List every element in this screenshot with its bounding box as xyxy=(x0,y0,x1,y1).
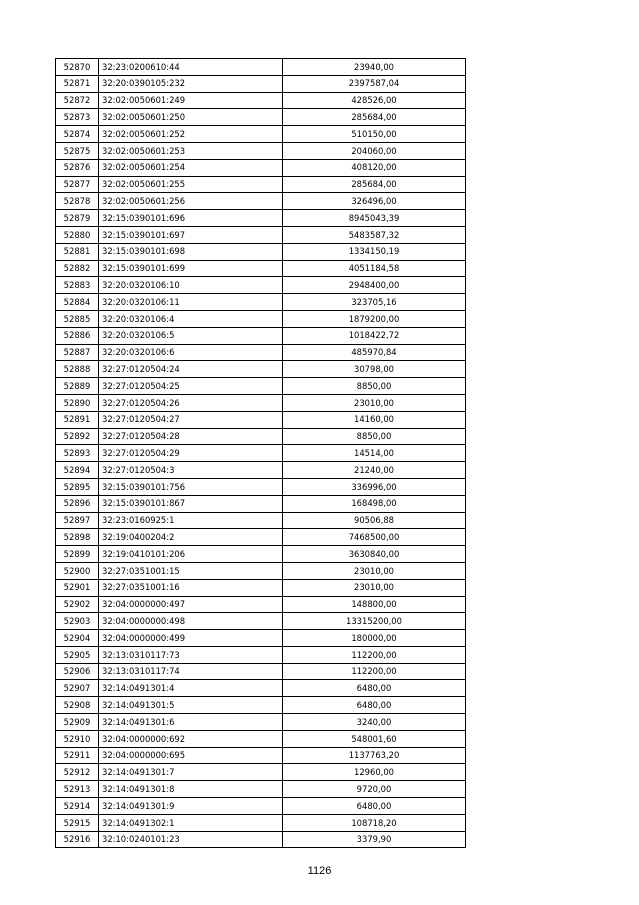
row-number-cell: 52878 xyxy=(56,193,99,210)
cadastral-value-cell: 3379,90 xyxy=(283,831,466,848)
cadastral-value-cell: 112200,00 xyxy=(283,663,466,680)
row-number-cell: 52909 xyxy=(56,714,99,731)
table-row xyxy=(56,831,466,848)
cadastral-number-cell: 32:15:0390101:699 xyxy=(99,260,283,277)
row-number-cell: 52901 xyxy=(56,579,99,596)
cadastral-number-cell: 32:04:0000000:499 xyxy=(99,630,283,647)
row-number-cell: 52873 xyxy=(56,109,99,126)
cadastral-number-cell: 32:14:0491301:4 xyxy=(99,680,283,697)
row-number-cell: 52894 xyxy=(56,462,99,479)
cadastral-number-cell: 32:15:0390101:867 xyxy=(99,495,283,512)
row-number-cell: 52881 xyxy=(56,243,99,260)
cadastral-value-cell: 2948400,00 xyxy=(283,277,466,294)
row-number-cell: 52879 xyxy=(56,210,99,227)
cadastral-value-cell: 548001,60 xyxy=(283,730,466,747)
cadastral-number-cell: 32:14:0491301:6 xyxy=(99,714,283,731)
cadastral-value-cell: 23010,00 xyxy=(283,394,466,411)
row-number-cell: 52897 xyxy=(56,512,99,529)
cadastral-number-cell: 32:20:0320106:10 xyxy=(99,277,283,294)
row-number-cell: 52875 xyxy=(56,142,99,159)
table-row xyxy=(56,243,466,260)
row-number-cell: 52874 xyxy=(56,126,99,143)
cadastral-value-cell: 8945043,39 xyxy=(283,210,466,227)
cadastral-value-cell: 8850,00 xyxy=(283,428,466,445)
table-row xyxy=(56,730,466,747)
cadastral-value-cell: 23940,00 xyxy=(283,59,466,76)
row-number-cell: 52907 xyxy=(56,680,99,697)
table-row xyxy=(56,327,466,344)
cadastral-value-cell: 1879200,00 xyxy=(283,310,466,327)
row-number-cell: 52908 xyxy=(56,697,99,714)
cadastral-value-cell: 7468500,00 xyxy=(283,529,466,546)
cadastral-number-cell: 32:20:0320106:4 xyxy=(99,310,283,327)
table-row xyxy=(56,663,466,680)
row-number-cell: 52890 xyxy=(56,394,99,411)
table-row xyxy=(56,798,466,815)
table-row xyxy=(56,92,466,109)
table-row xyxy=(56,361,466,378)
cadastral-number-cell: 32:23:0200610:44 xyxy=(99,59,283,76)
row-number-cell: 52891 xyxy=(56,411,99,428)
row-number-cell: 52892 xyxy=(56,428,99,445)
cadastral-value-cell: 326496,00 xyxy=(283,193,466,210)
cadastral-number-cell: 32:04:0000000:498 xyxy=(99,613,283,630)
table-row xyxy=(56,378,466,395)
table-row xyxy=(56,546,466,563)
cadastral-number-cell: 32:20:0320106:5 xyxy=(99,327,283,344)
row-number-cell: 52903 xyxy=(56,613,99,630)
table-row xyxy=(56,310,466,327)
cadastral-value-cell: 90506,88 xyxy=(283,512,466,529)
cadastral-number-cell: 32:27:0351001:16 xyxy=(99,579,283,596)
cadastral-number-cell: 32:27:0120504:25 xyxy=(99,378,283,395)
row-number-cell: 52910 xyxy=(56,730,99,747)
cadastral-value-cell: 3630840,00 xyxy=(283,546,466,563)
table-row xyxy=(56,260,466,277)
row-number-cell: 52914 xyxy=(56,798,99,815)
table-row xyxy=(56,462,466,479)
row-number-cell: 52887 xyxy=(56,344,99,361)
cadastral-value-cell: 2397587,04 xyxy=(283,75,466,92)
cadastral-value-cell: 108718,20 xyxy=(283,814,466,831)
row-number-cell: 52871 xyxy=(56,75,99,92)
table-row xyxy=(56,445,466,462)
cadastral-number-cell: 32:14:0491301:8 xyxy=(99,781,283,798)
cadastral-number-cell: 32:14:0491301:5 xyxy=(99,697,283,714)
table-row xyxy=(56,159,466,176)
cadastral-number-cell: 32:04:0000000:695 xyxy=(99,747,283,764)
cadastral-number-cell: 32:19:0400204:2 xyxy=(99,529,283,546)
table-row xyxy=(56,226,466,243)
table-row xyxy=(56,210,466,227)
cadastral-value-cell: 14514,00 xyxy=(283,445,466,462)
cadastral-value-cell: 285684,00 xyxy=(283,109,466,126)
table-row xyxy=(56,411,466,428)
cadastral-number-cell: 32:02:0050601:256 xyxy=(99,193,283,210)
cadastral-number-cell: 32:19:0410101:206 xyxy=(99,546,283,563)
page-number: 1126 xyxy=(307,865,332,877)
row-number-cell: 52870 xyxy=(56,59,99,76)
cadastral-number-cell: 32:02:0050601:254 xyxy=(99,159,283,176)
row-number-cell: 52882 xyxy=(56,260,99,277)
row-number-cell: 52884 xyxy=(56,294,99,311)
cadastral-number-cell: 32:04:0000000:692 xyxy=(99,730,283,747)
cadastral-value-cell: 9720,00 xyxy=(283,781,466,798)
table-row xyxy=(56,277,466,294)
table-row xyxy=(56,193,466,210)
cadastral-value-cell: 21240,00 xyxy=(283,462,466,479)
cadastral-value-cell: 285684,00 xyxy=(283,176,466,193)
row-number-cell: 52900 xyxy=(56,562,99,579)
row-number-cell: 52877 xyxy=(56,176,99,193)
table-row xyxy=(56,176,466,193)
cadastral-number-cell: 32:27:0120504:3 xyxy=(99,462,283,479)
table-row xyxy=(56,596,466,613)
table-row xyxy=(56,529,466,546)
cadastral-value-cell: 204060,00 xyxy=(283,142,466,159)
cadastral-value-cell: 13315200,00 xyxy=(283,613,466,630)
table-row xyxy=(56,714,466,731)
table-row xyxy=(56,428,466,445)
cadastral-value-cell: 168498,00 xyxy=(283,495,466,512)
cadastral-number-cell: 32:02:0050601:253 xyxy=(99,142,283,159)
table-row xyxy=(56,294,466,311)
cadastral-value-cell: 6480,00 xyxy=(283,680,466,697)
cadastral-value-cell: 5483587,32 xyxy=(283,226,466,243)
row-number-cell: 52898 xyxy=(56,529,99,546)
table-row xyxy=(56,747,466,764)
row-number-cell: 52913 xyxy=(56,781,99,798)
cadastral-value-cell: 8850,00 xyxy=(283,378,466,395)
table-row xyxy=(56,394,466,411)
row-number-cell: 52899 xyxy=(56,546,99,563)
cadastral-value-cell: 112200,00 xyxy=(283,646,466,663)
row-number-cell: 52906 xyxy=(56,663,99,680)
row-number-cell: 52911 xyxy=(56,747,99,764)
cadastral-number-cell: 32:20:0320106:11 xyxy=(99,294,283,311)
row-number-cell: 52888 xyxy=(56,361,99,378)
cadastral-value-cell: 1137763,20 xyxy=(283,747,466,764)
row-number-cell: 52893 xyxy=(56,445,99,462)
cadastral-value-table xyxy=(55,58,466,848)
cadastral-value-cell: 6480,00 xyxy=(283,798,466,815)
cadastral-number-cell: 32:04:0000000:497 xyxy=(99,596,283,613)
cadastral-number-cell: 32:10:0240101:23 xyxy=(99,831,283,848)
cadastral-number-cell: 32:15:0390101:697 xyxy=(99,226,283,243)
cadastral-value-cell: 14160,00 xyxy=(283,411,466,428)
row-number-cell: 52902 xyxy=(56,596,99,613)
row-number-cell: 52895 xyxy=(56,478,99,495)
cadastral-value-cell: 1018422,72 xyxy=(283,327,466,344)
cadastral-value-cell: 23010,00 xyxy=(283,579,466,596)
cadastral-value-cell: 23010,00 xyxy=(283,562,466,579)
row-number-cell: 52889 xyxy=(56,378,99,395)
table-row xyxy=(56,697,466,714)
table-row xyxy=(56,512,466,529)
cadastral-value-cell: 30798,00 xyxy=(283,361,466,378)
table-body xyxy=(56,59,466,848)
cadastral-number-cell: 32:23:0160925:1 xyxy=(99,512,283,529)
table-row xyxy=(56,630,466,647)
cadastral-number-cell: 32:27:0120504:28 xyxy=(99,428,283,445)
cadastral-number-cell: 32:15:0390101:756 xyxy=(99,478,283,495)
cadastral-value-cell: 12960,00 xyxy=(283,764,466,781)
cadastral-number-cell: 32:14:0491302:1 xyxy=(99,814,283,831)
row-number-cell: 52886 xyxy=(56,327,99,344)
table-row xyxy=(56,75,466,92)
cadastral-value-cell: 510150,00 xyxy=(283,126,466,143)
cadastral-number-cell: 32:02:0050601:249 xyxy=(99,92,283,109)
table-row xyxy=(56,646,466,663)
table-row xyxy=(56,613,466,630)
row-number-cell: 52916 xyxy=(56,831,99,848)
cadastral-number-cell: 32:27:0120504:29 xyxy=(99,445,283,462)
table-row xyxy=(56,142,466,159)
table-row xyxy=(56,126,466,143)
table-row xyxy=(56,764,466,781)
cadastral-number-cell: 32:20:0320106:6 xyxy=(99,344,283,361)
cadastral-number-cell: 32:14:0491301:7 xyxy=(99,764,283,781)
table-row xyxy=(56,495,466,512)
cadastral-number-cell: 32:02:0050601:252 xyxy=(99,126,283,143)
cadastral-value-cell: 6480,00 xyxy=(283,697,466,714)
row-number-cell: 52876 xyxy=(56,159,99,176)
row-number-cell: 52896 xyxy=(56,495,99,512)
cadastral-number-cell: 32:15:0390101:698 xyxy=(99,243,283,260)
cadastral-value-cell: 4051184,58 xyxy=(283,260,466,277)
cadastral-number-cell: 32:27:0120504:26 xyxy=(99,394,283,411)
cadastral-number-cell: 32:27:0120504:27 xyxy=(99,411,283,428)
row-number-cell: 52872 xyxy=(56,92,99,109)
row-number-cell: 52915 xyxy=(56,814,99,831)
row-number-cell: 52883 xyxy=(56,277,99,294)
row-number-cell: 52905 xyxy=(56,646,99,663)
cadastral-value-cell: 1334150,19 xyxy=(283,243,466,260)
cadastral-value-cell: 180000,00 xyxy=(283,630,466,647)
table-row xyxy=(56,579,466,596)
cadastral-value-cell: 336996,00 xyxy=(283,478,466,495)
row-number-cell: 52904 xyxy=(56,630,99,647)
cadastral-number-cell: 32:14:0491301:9 xyxy=(99,798,283,815)
table-row xyxy=(56,680,466,697)
table-row xyxy=(56,781,466,798)
cadastral-number-cell: 32:02:0050601:255 xyxy=(99,176,283,193)
row-number-cell: 52912 xyxy=(56,764,99,781)
cadastral-value-cell: 323705,16 xyxy=(283,294,466,311)
cadastral-value-cell: 428526,00 xyxy=(283,92,466,109)
table-row xyxy=(56,478,466,495)
cadastral-number-cell: 32:20:0390105:232 xyxy=(99,75,283,92)
table-row xyxy=(56,344,466,361)
cadastral-value-cell: 148800,00 xyxy=(283,596,466,613)
cadastral-value-cell: 485970,84 xyxy=(283,344,466,361)
cadastral-number-cell: 32:13:0310117:73 xyxy=(99,646,283,663)
cadastral-number-cell: 32:13:0310117:74 xyxy=(99,663,283,680)
table-row xyxy=(56,109,466,126)
row-number-cell: 52885 xyxy=(56,310,99,327)
cadastral-value-cell: 3240,00 xyxy=(283,714,466,731)
cadastral-number-cell: 32:27:0120504:24 xyxy=(99,361,283,378)
row-number-cell: 52880 xyxy=(56,226,99,243)
table-row xyxy=(56,59,466,76)
table-row xyxy=(56,814,466,831)
cadastral-value-cell: 408120,00 xyxy=(283,159,466,176)
table-row xyxy=(56,562,466,579)
cadastral-number-cell: 32:15:0390101:696 xyxy=(99,210,283,227)
cadastral-number-cell: 32:27:0351001:15 xyxy=(99,562,283,579)
cadastral-number-cell: 32:02:0050601:250 xyxy=(99,109,283,126)
